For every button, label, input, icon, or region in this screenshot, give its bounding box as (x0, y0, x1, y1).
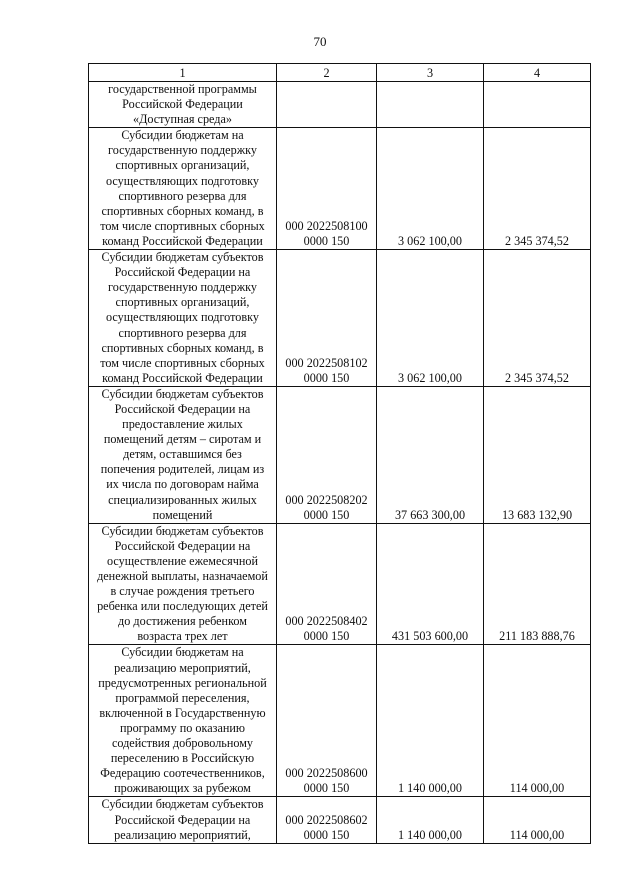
code-line: 000 2022508402 (285, 614, 368, 629)
description-line: специализированных жилых (108, 492, 257, 507)
row-budget-code (277, 128, 377, 250)
description-line: Субсидии бюджетам субъектов (101, 523, 264, 538)
row-budget-code (277, 523, 377, 645)
description-line: осуществление ежемесячной (107, 553, 258, 568)
code-line: 0000 150 (303, 233, 350, 248)
row-value-planned (377, 82, 484, 128)
code-line: 000 2022508102 (285, 355, 368, 370)
description-line: помещений (152, 507, 213, 522)
column-header: 2 (277, 64, 377, 82)
description-line: денежной выплаты, назначаемой (97, 569, 268, 583)
row-value-executed: 2 345 374,52 (484, 250, 591, 387)
table-row (89, 523, 591, 645)
description-line: осуществляющих подготовку (106, 310, 259, 325)
table-row (89, 250, 591, 387)
description-line: программой переселения, (115, 690, 250, 705)
description-line: проживающих за рубежом (114, 781, 251, 796)
table-row (89, 128, 591, 250)
description-line: ребенка или последующих детей (97, 599, 268, 614)
description-line: спортивных сборных команд, в (101, 340, 264, 355)
description-line: государственную поддержку (108, 280, 257, 295)
code-line: 0000 150 (303, 781, 350, 796)
column-header: 1 (89, 64, 277, 82)
code-line: 0000 150 (303, 827, 350, 842)
table-body (89, 82, 591, 844)
row-description (89, 386, 277, 523)
table-row (89, 82, 591, 128)
description-line: команд Российской Федерации (102, 233, 263, 248)
table-row (89, 797, 591, 843)
description-line: Федерацию соотечественников, (100, 766, 265, 781)
column-header: 3 (377, 64, 484, 82)
row-description (89, 797, 277, 843)
description-line: реализацию мероприятий, (114, 660, 251, 675)
row-value-executed (484, 82, 591, 128)
row-value-executed: 211 183 888,76 (484, 523, 591, 645)
description-line: помещений детям – сиротам и (103, 432, 262, 447)
description-line: государственную поддержку (108, 143, 257, 158)
description-line: предоставление жилых (122, 417, 243, 432)
description-line: программу по оказанию (119, 720, 246, 735)
description-line: Российской Федерации на (114, 812, 251, 827)
description-line: спортивного резерва для (118, 188, 247, 203)
description-line: предусмотренных региональной (98, 675, 267, 690)
description-line: содействия добровольному (111, 736, 254, 751)
description-line: спортивных сборных команд, в (101, 203, 264, 218)
description-line: команд Российской Федерации (102, 370, 263, 385)
row-description (89, 82, 277, 128)
row-description (89, 523, 277, 645)
code-line: 000 2022508602 (285, 812, 368, 827)
description-line: спортивных организаций, (115, 295, 250, 310)
row-value-executed: 114 000,00 (484, 797, 591, 843)
description-line: том числе спортивных сборных (100, 218, 265, 233)
table-row (89, 645, 591, 797)
row-value-planned: 3 062 100,00 (377, 250, 484, 387)
row-budget-code (277, 645, 377, 797)
code-line: 000 2022508100 (285, 218, 368, 233)
column-header: 4 (484, 64, 591, 82)
row-value-executed: 13 683 132,90 (484, 386, 591, 523)
row-value-planned: 1 140 000,00 (377, 645, 484, 797)
description-line: Субсидии бюджетам субъектов (101, 386, 264, 401)
description-line: детям, оставшимся без (123, 447, 242, 462)
code-line: 000 2022508600 (285, 766, 368, 781)
code-line: 0000 150 (303, 629, 350, 644)
row-budget-code (277, 250, 377, 387)
row-description (89, 645, 277, 797)
description-line: в случае рождения третьего (110, 584, 255, 599)
description-line: попечения родителей, лицам из (100, 462, 265, 477)
description-line: спортивного резерва для (118, 325, 247, 340)
row-budget-code (277, 386, 377, 523)
row-budget-code (277, 82, 377, 128)
code-line: 0000 150 (303, 370, 350, 385)
description-line: их числа по договорам найма (106, 477, 259, 492)
row-value-planned: 1 140 000,00 (377, 797, 484, 843)
description-line: Субсидии бюджетам на (121, 645, 244, 660)
description-line: Российской Федерации на (114, 401, 251, 416)
description-line: осуществляющих подготовку (106, 173, 259, 188)
description-line: Российской Федерации (122, 97, 243, 112)
row-description (89, 250, 277, 387)
row-value-planned: 37 663 300,00 (377, 386, 484, 523)
table-header-row (89, 64, 591, 82)
page-number: 70 (313, 34, 327, 49)
description-line: включенной в Государственную (99, 705, 266, 720)
row-value-planned: 3 062 100,00 (377, 128, 484, 250)
table-row (89, 386, 591, 523)
description-line: Субсидии бюджетам субъектов (101, 797, 264, 812)
description-line: возраста трех лет (137, 629, 228, 644)
description-line: Российской Федерации на (114, 538, 251, 553)
description-line: «Доступная среда» (132, 112, 233, 127)
row-value-executed: 114 000,00 (484, 645, 591, 797)
description-line: спортивных организаций, (115, 158, 250, 173)
description-line: том числе спортивных сборных (100, 355, 265, 370)
row-description (89, 128, 277, 250)
row-value-executed: 2 345 374,52 (484, 128, 591, 250)
description-line: до достижения ребенком (118, 614, 247, 629)
code-line: 0000 150 (303, 507, 350, 522)
code-line: 000 2022508202 (285, 492, 368, 507)
description-line: Российской Федерации на (114, 265, 251, 280)
description-line: Субсидии бюджетам субъектов (101, 250, 264, 265)
description-line: государственной программы (108, 82, 257, 96)
budget-table (88, 63, 591, 844)
description-line: реализацию мероприятий, (114, 827, 251, 842)
description-line: Субсидии бюджетам на (121, 128, 244, 143)
description-line: переселению в Российскую (110, 751, 255, 766)
row-budget-code (277, 797, 377, 843)
row-value-planned: 431 503 600,00 (377, 523, 484, 645)
